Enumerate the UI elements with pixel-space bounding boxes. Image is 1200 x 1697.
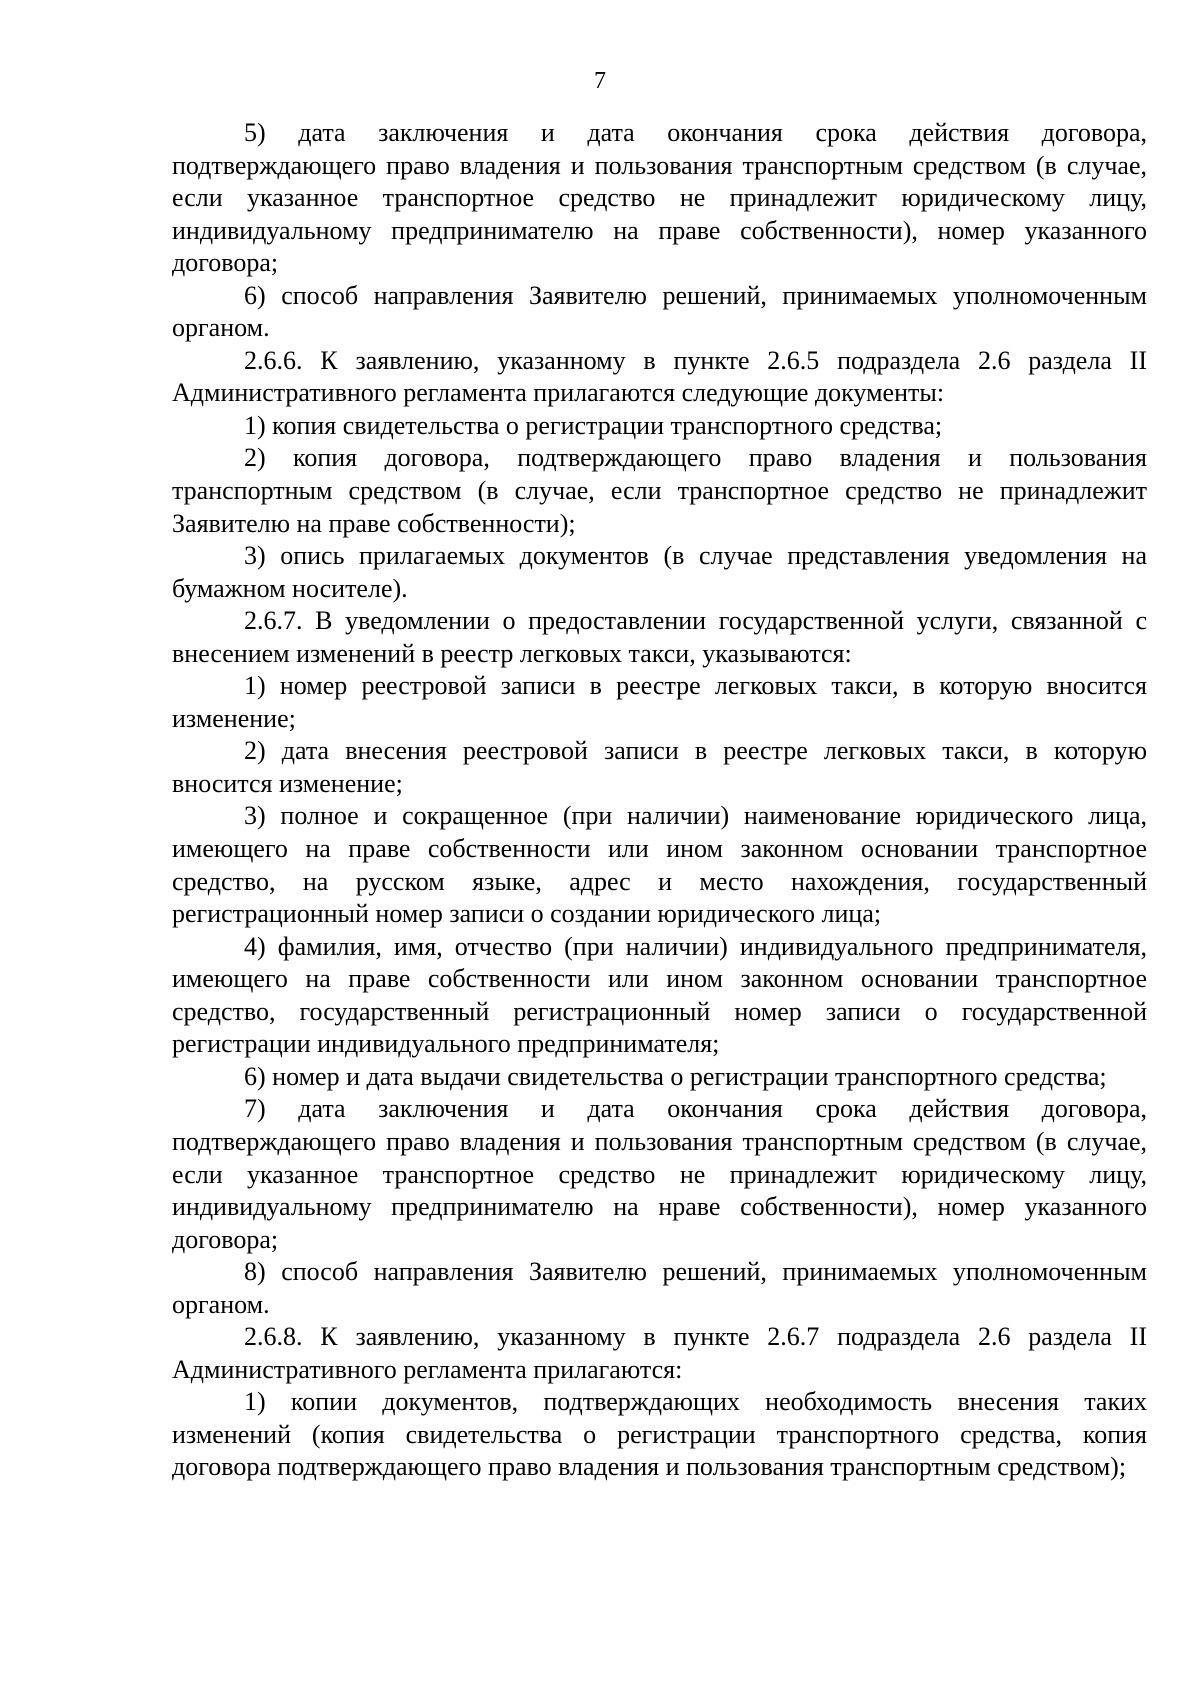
clause-2-6-6-item-1: 1) копия свидетельства о регистрации транспортного средства; (244, 410, 943, 440)
clause-2-6-8-item-1: 1) копии документов, подтверждающих необходимость внесения таких изменений (копия свидетельства о регистрации транспортного средства, копия договора подтверждающего право владения и пользования транспортным средством); (172, 1387, 1147, 1482)
page-number: 7 (594, 68, 606, 94)
clause-2-6-7-item-2: 2) дата внесения реестровой записи в реестре легковых такси, в которую вносится изменение; (172, 736, 1147, 798)
clause-2-6-8: 2.6.8. К заявлению, указанному в пункте 2.6.7 подраздела 2.6 раздела II Административного регламента прилагаются: (172, 1322, 1147, 1384)
clause-2-6-7-item-1: 1) номер реестровой записи в реестре легковых такси, в которую вносится изменение; (172, 671, 1147, 733)
document-body (172, 117, 1147, 1484)
item-6-decision-delivery: 6) способ направления Заявителю решений, принимаемых уполномоченным органом. (172, 280, 1147, 343)
clause-2-6-6: 2.6.6. К заявлению, указанному в пункте 2.6.5 подраздела 2.6 раздела II Административного регламента прилагаются следующие документы: (172, 345, 1147, 408)
clause-2-6-7-item-4: 4) фамилия, имя, отчество (при наличии) индивидуального предпринимателя, имеющего на праве собственности или ином законном основании транспортное средство, государственный регистрационный номер записи о государственной регистрации индивидуального предпринимателя; (172, 931, 1147, 1059)
clause-2-6-7-item-8: 8) способ направления Заявителю решений, принимаемых уполномоченным органом. (172, 1257, 1147, 1319)
clause-2-6-7: 2.6.7. В уведомлении о предоставлении государственной услуги, связанной с внесением изменений в реестр легковых такси, указываются: (172, 606, 1147, 668)
clause-2-6-7-item-6: 6) номер и дата выдачи свидетельства о регистрации транспортного средства; (244, 1061, 1107, 1091)
item-5-contract-dates: 5) дата заключения и дата окончания срока действия договора, подтверждающего право владения и пользования транспортным средством (в случае, если указанное транспортное средство не принадлежит юридическому лицу, индивидуальному предпринимателю на праве собственности), номер указанного договора; (172, 118, 1147, 278)
clause-2-6-7-item-7: 7) дата заключения и дата окончания срока действия договора, подтверждающего право владения и пользования транспортным средством (в случае, если указанное транспортное средство не принадлежит юридическому лицу, индивидуальному предпринимателю на нраве собственности), номер указанного договора; (172, 1094, 1147, 1254)
clause-2-6-6-item-3: 3) опись прилагаемых документов (в случае представления уведомления на бумажном носителе). (172, 541, 1147, 603)
clause-2-6-7-item-3: 3) полное и сокращенное (при наличии) наименование юридического лица, имеющего на праве собственности или ином законном основании транспортное средство, на русском языке, адрес и место нахождения, государственный регистрационный номер записи о создании юридического лица; (172, 801, 1147, 929)
clause-2-6-6-item-2: 2) копия договора, подтверждающего право владения и пользования транспортным средством (в случае, если транспортное средство не принадлежит Заявителю на праве собственности); (172, 443, 1147, 538)
